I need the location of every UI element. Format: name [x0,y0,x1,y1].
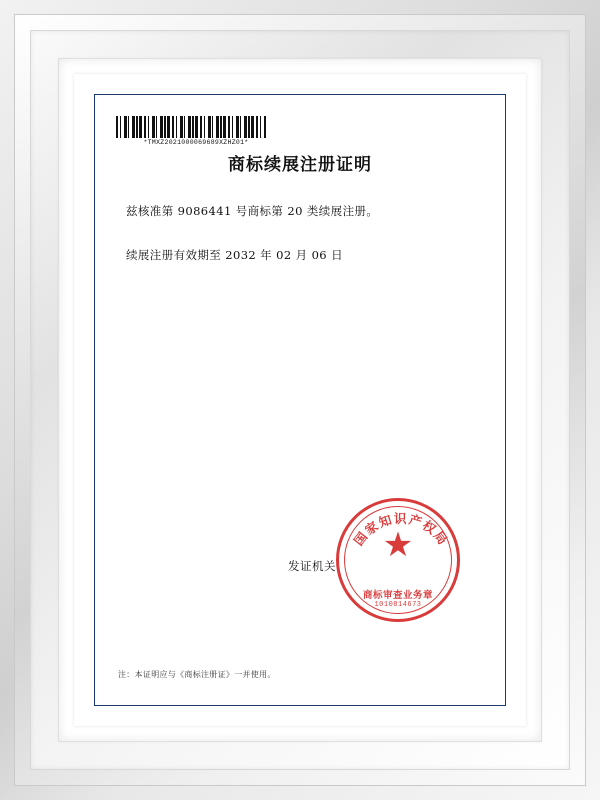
seal-bottom-label: 商标审查业务章 [362,590,433,601]
barcode-number: *TMXZ2021000069689XZHZ01* [143,139,249,146]
seal-code: 1010814673 [374,601,422,609]
certificate-body-line-2: 续展注册有效期至 2032 年 02 月 06 日 [126,248,343,262]
certificate-title: 商标续展注册证明 [228,155,372,175]
issuer-label: 发证机关 [288,559,336,573]
certificate-paper [74,74,526,726]
barcode-icon [116,116,266,138]
certificate-footnote: 注：本证明应与《商标注册证》一并使用。 [118,670,276,679]
seal-arc-label: 国家知识产权局 [350,511,452,549]
barcode-block [116,116,276,146]
seal-star-glyph: ★ [382,527,414,564]
official-seal-icon [336,498,460,622]
certificate-body-line-1: 兹核准第 9086441 号商标第 20 类续展注册。 [126,204,379,218]
